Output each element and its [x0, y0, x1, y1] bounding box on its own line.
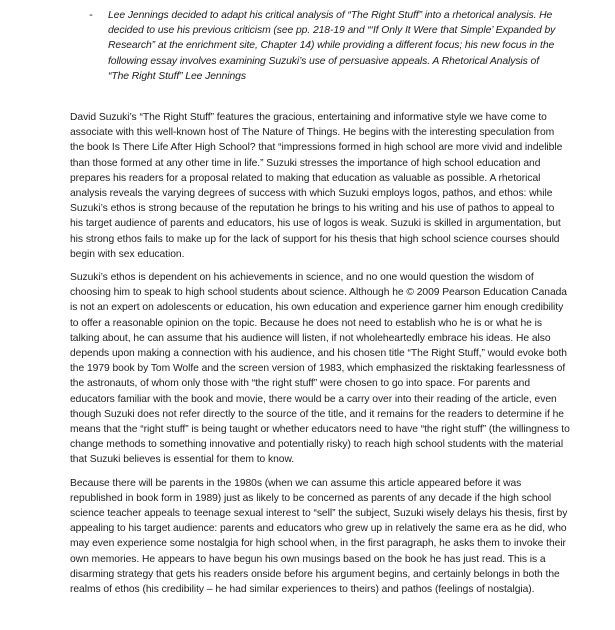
- essay-paragraph-1: David Suzuki’s “The Right Stuff” features the gracious, entertaining and informative style we have come to associate with this well-known host of The Nature of Things. He begins with the interesting speculation from the book Is There Life After High School? that “impressions formed in high school are more vivid and indelible than those formed at any other time in life.” Suzuki stresses the importance of high school education and prepares his readers for a proposal related to making that education as valuable as possible. A rhetorical analysis reveals the varying degrees of success with which Suzuki employs logos, pathos, and ethos: while Suzuki’s ethos is strong because of the reputation he brings to his writing and his use of pathos to appeal to his target audience of parents and educators, his use of logos is weak. Suzuki is skilled in argumentation, but his strong ethos fails to make up for the lack of support for his thesis that high school science courses should begin with sex education.: [70, 112, 563, 260]
- bullet-dash: -: [89, 9, 93, 21]
- intro-note: [89, 8, 559, 84]
- intro-note-text: Lee Jennings decided to adapt his critical analysis of “The Right Stuff” into a rhetorical analysis. He decided to use his previous criticism (see pp. 218-19 and “‘If Only It Were that Simple’ Expanded by Research” at the enrichment site, Chapter 14) while providing a different focus; his new focus in the following essay involves examining Suzuki’s use of persuasive appeals. A Rhetorical Analysis of “The Right Stuff” Lee Jennings: [108, 10, 556, 82]
- essay-paragraph-3: Because there will be parents in the 1980s (when we can assume this article appeared before it was republished in book form in 1989) just as likely to be concerned as parents of any decade if the high school science teacher appeals to teenage sexual interest to “sell” the subject, Suzuki wisely delays his thesis, first by appealing to his target audience: parents and educators who grew up in relatively the same era as he did, who may even experience some nostalgia for high school when, in the first paragraph, he asks them to invoke their own memories. He appears to have begun his own musings based on the book he has just read. This is a disarming strategy that gets his readers onside before his argument begins, and certainly belongs in both the realms of ethos (his credibility – he had similar experiences to theirs) and pathos (feelings of nostalgia).: [70, 477, 568, 596]
- essay-paragraph-2: Suzuki’s ethos is dependent on his achievements in science, and no one would question the wisdom of choosing him to speak to high school students about science. Although he © 2009 Pearson Education Canada is not an expert on adolescents or education, his own education and experience garner him enough credibility to offer a reasonable opinion on the topic. Because he does not need to establish who he is or what he is talking about, he can assume that his audience will listen, if not wholeheartedly embrace his ideas. He also depends upon making a connection with his audience, and his chosen title “The Right Stuff,” would evoke both the 1979 book by Tom Wolfe and the screen version of 1983, which emphasized the risktaking fearlessness of the astronauts, of whom only those with “the right stuff” were chosen to go into space. For parents and educators familiar with the book and movie, there would be a carry over into their reading of the article, even though Suzuki does not refer directly to the source of the title, and it remains for the readers to determine if he means that the “right stuff” is being taught or whether educators need to have “the right stuff” (the willingness to change methods to something innovative and potentially risky) to reach high school students with the material that Suzuki believes is essential for them to know.: [70, 272, 570, 466]
- essay-body: [70, 110, 570, 605]
